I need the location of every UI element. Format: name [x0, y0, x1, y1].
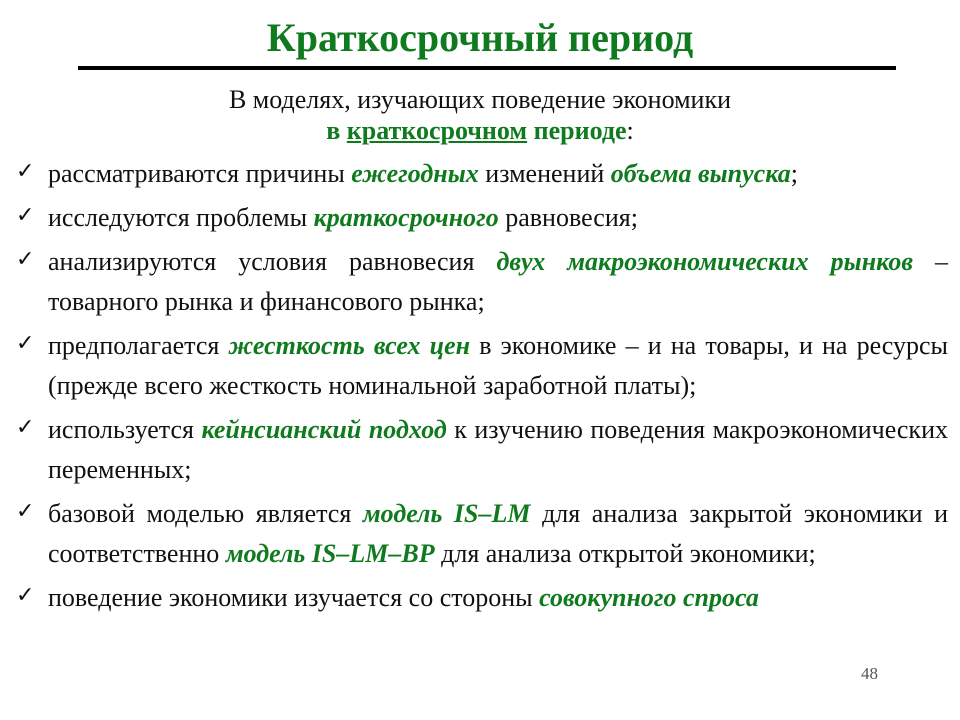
list-item-highlight: совокупного спроса: [539, 583, 759, 612]
intro-text: [0, 84, 960, 146]
list-item: [14, 198, 948, 238]
intro-line-1: В моделях, изучающих поведение экономики: [228, 85, 732, 114]
intro-line-2-suffix: периоде: [527, 116, 627, 145]
list-item-text: анализируются условия равновесия: [48, 247, 497, 276]
title-divider: [78, 66, 896, 70]
check-icon: ✓: [16, 203, 35, 228]
list-item-text: равновесия;: [498, 203, 638, 232]
list-item-text: ;: [790, 159, 798, 188]
intro-line-2-underlined: краткосрочном: [346, 116, 528, 145]
list-item-text: предполагается: [48, 331, 229, 360]
list-item-highlight: кейнсианский подход: [201, 415, 447, 444]
list-item-text: базовой моделью является: [48, 499, 363, 528]
check-icon: ✓: [16, 499, 35, 524]
intro-line-2: [0, 115, 960, 146]
page-title: Краткосрочный период: [266, 15, 694, 60]
intro-line-2-colon: :: [626, 116, 634, 145]
list-item-text: исследуются проблемы: [48, 203, 314, 232]
list-item-highlight: жесткость всех цен: [228, 331, 471, 360]
list-item: [14, 326, 948, 406]
check-icon: ✓: [16, 583, 35, 608]
bullet-list: [14, 154, 948, 622]
list-item-text: рассматриваются причины: [48, 159, 352, 188]
list-item-text: поведение экономики изучается со стороны: [48, 583, 540, 612]
check-icon: ✓: [16, 331, 35, 356]
intro-line-2-prefix: в: [326, 116, 347, 145]
list-item: [14, 154, 948, 194]
list-item-text: для анализа закрытой экономики и соответственно: [48, 499, 948, 568]
check-icon: ✓: [16, 415, 35, 440]
list-item: [14, 242, 948, 322]
page-number: 48: [861, 664, 878, 683]
list-item: [14, 494, 948, 574]
check-icon: ✓: [16, 247, 35, 272]
list-item-text: используется: [48, 415, 202, 444]
list-item-text: изменений: [478, 159, 611, 188]
list-item-highlight: модель IS–LM–BP: [225, 539, 435, 568]
list-item-highlight: объема выпуска: [610, 159, 791, 188]
list-item-highlight: двух макроэкономических рынков: [496, 247, 913, 276]
list-item-text: в экономике – и на товары, и на ресурсы (прежде всего жесткость номинальной заработной платы);: [48, 331, 948, 400]
list-item-highlight: краткосрочного: [313, 203, 499, 232]
list-item-text: к изучению поведения макроэкономических переменных;: [48, 415, 948, 484]
check-icon: ✓: [16, 159, 35, 184]
list-item-text: для анализа открытой экономики;: [434, 539, 816, 568]
list-item-highlight: ежегодных: [351, 159, 479, 188]
list-item-highlight: модель IS–LM: [362, 499, 531, 528]
list-item: [14, 578, 948, 618]
list-item-text: – товарного рынка и финансового рынка;: [48, 247, 948, 316]
list-item: [14, 410, 948, 490]
